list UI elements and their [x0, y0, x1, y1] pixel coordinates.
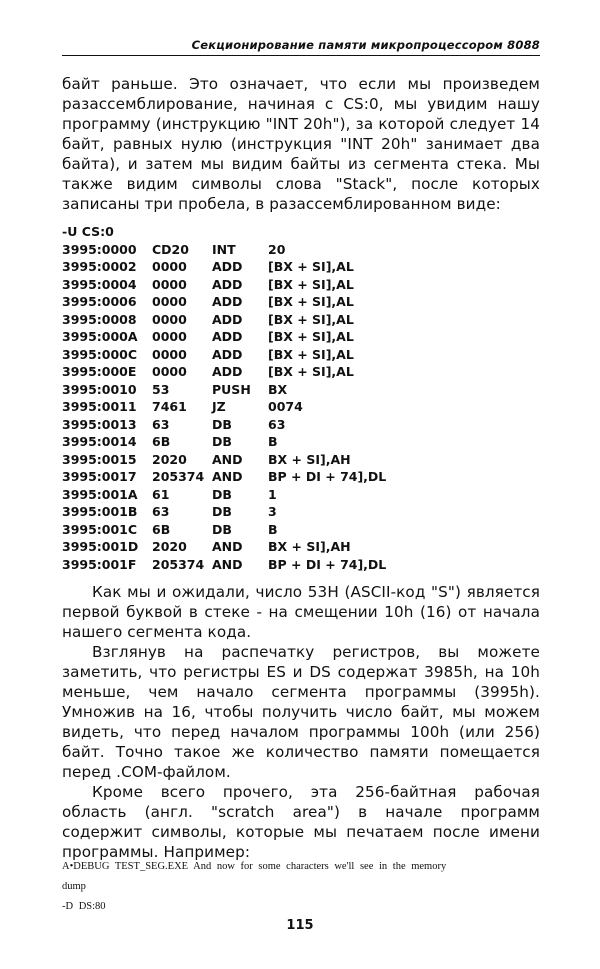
listing-machine-code: 0000 — [152, 294, 187, 309]
debug-command-line-continued: dump — [62, 881, 86, 892]
listing-machine-code: 63 — [152, 504, 170, 519]
listing-mnemonic: AND — [212, 451, 243, 467]
listing-address: 3995:0006 — [62, 294, 137, 309]
listing-operand: B — [268, 434, 278, 449]
listing-row — [62, 276, 540, 294]
explanation-paragraphs — [62, 582, 540, 862]
listing-machine-code: 0000 — [152, 259, 187, 274]
listing-mnemonic: ADD — [212, 346, 243, 362]
listing-address: 3995:0013 — [62, 416, 137, 432]
listing-operand: [BX + SI],AL — [268, 364, 354, 379]
listing-address: 3995:0008 — [62, 311, 137, 327]
listing-mnemonic: DB — [212, 486, 232, 502]
listing-machine-code: 0000 — [152, 364, 187, 379]
listing-row — [62, 486, 540, 504]
listing-mnemonic: ADD — [212, 329, 243, 344]
running-header: Секционирование памяти микропроцессором 8088 — [191, 38, 540, 52]
listing-row — [62, 521, 540, 539]
listing-machine-code: 61 — [152, 486, 170, 502]
paragraph-2: Взглянув на распечатку регистров, вы можете заметить, что регистры ES и DS содержат 3985h, на 10h меньше, чем начало сегмента программы (3995h). Умножив на 16, чтобы получить число байт, мы можем видеть, что перед началом программы 100h (или 256) байт. Точно такое же количество памяти помещается перед .COM-файлом. — [62, 643, 540, 781]
listing-row — [62, 398, 540, 416]
listing-row — [62, 293, 540, 311]
listing-operand: 0074 — [268, 399, 303, 414]
listing-mnemonic: AND — [212, 469, 243, 484]
listing-address: 3995:0004 — [62, 276, 137, 292]
listing-mnemonic: DB — [212, 416, 232, 432]
listing-row — [62, 556, 540, 574]
listing-machine-code: 53 — [152, 381, 170, 397]
page-number: 115 — [286, 918, 314, 933]
listing-machine-code: 6B — [152, 434, 171, 449]
listing-row — [62, 346, 540, 364]
listing-mnemonic: DB — [212, 521, 232, 537]
listing-operand: B — [268, 521, 278, 537]
listing-operand: 20 — [268, 241, 286, 257]
listing-mnemonic: ADD — [212, 311, 243, 327]
listing-address: 3995:001A — [62, 486, 138, 502]
disassembly-listing — [62, 223, 540, 573]
listing-address: 3995:000C — [62, 346, 138, 362]
listing-mnemonic: DB — [212, 434, 232, 449]
listing-mnemonic: ADD — [212, 259, 243, 274]
listing-machine-code: 0000 — [152, 276, 187, 292]
listing-operand: BP + DI + 74],DL — [268, 556, 387, 572]
listing-row — [62, 503, 540, 521]
listing-address: 3995:001F — [62, 556, 137, 572]
header-rule — [62, 55, 540, 56]
listing-machine-code: 7461 — [152, 399, 187, 414]
listing-address: 3995:0017 — [62, 469, 137, 484]
listing-address: 3995:001D — [62, 539, 139, 554]
intro-paragraph — [62, 74, 540, 214]
listing-operand: BX — [268, 381, 288, 397]
listing-operand: [BX + SI],AL — [268, 329, 354, 344]
listing-address: 3995:0014 — [62, 434, 137, 449]
listing-mnemonic: ADD — [212, 276, 243, 292]
listing-address: 3995:000E — [62, 364, 137, 379]
listing-mnemonic: INT — [212, 241, 236, 257]
listing-row — [62, 433, 540, 451]
listing-machine-code: 6B — [152, 521, 171, 537]
listing-machine-code: CD20 — [152, 241, 189, 257]
listing-address: 3995:0011 — [62, 399, 137, 414]
listing-operand: [BX + SI],AL — [268, 311, 354, 327]
listing-machine-code: 2020 — [152, 451, 187, 467]
listing-operand: [BX + SI],AL — [268, 294, 354, 309]
listing-row — [62, 363, 540, 381]
paragraph-text: байт раньше. Это означает, что если мы произведем разассемблирование, начиная с CS:0, мы увидим нашу программу (инструкцию "INT 20h"), за которой следует 14 байт, равных нулю (инструкция "INT 20h" занимает два байта), и затем мы видим байты из сегмента стека. Мы также видим символы слова "Stack", после которых записаны три пробела, в разассемблированном виде: — [62, 75, 540, 213]
listing-address: 3995:0000 — [62, 241, 137, 257]
listing-row — [62, 241, 540, 259]
listing-row — [62, 328, 540, 346]
listing-operand: BX + SI],AH — [268, 539, 351, 554]
listing-mnemonic: DB — [212, 504, 232, 519]
listing-mnemonic: ADD — [212, 294, 243, 309]
dump-command-line: -D DS:80 — [62, 901, 106, 912]
listing-machine-code: 0000 — [152, 346, 187, 362]
listing-operand: BP + DI + 74],DL — [268, 469, 387, 484]
listing-row — [62, 311, 540, 329]
listing-operand: 63 — [268, 416, 286, 432]
listing-machine-code: 205374 — [152, 556, 205, 572]
listing-row — [62, 258, 540, 276]
listing-address: 3995:001C — [62, 521, 138, 537]
listing-operand: 1 — [268, 486, 277, 502]
listing-mnemonic: JZ — [212, 399, 226, 414]
listing-address: 3995:001B — [62, 504, 138, 519]
listing-machine-code: 205374 — [152, 469, 205, 484]
listing-operand: 3 — [268, 504, 277, 519]
debug-command-example — [62, 857, 540, 917]
listing-operand: BX + SI],AH — [268, 451, 351, 467]
listing-address: 3995:0015 — [62, 451, 137, 467]
listing-rows — [62, 241, 540, 574]
listing-command: -U CS:0 — [62, 224, 114, 239]
listing-row — [62, 468, 540, 486]
listing-address: 3995:000A — [62, 329, 138, 344]
listing-mnemonic: AND — [212, 556, 243, 572]
listing-row — [62, 416, 540, 434]
listing-mnemonic: PUSH — [212, 381, 251, 397]
listing-mnemonic: ADD — [212, 364, 243, 379]
listing-machine-code: 0000 — [152, 311, 187, 327]
listing-address: 3995:0002 — [62, 259, 137, 274]
paragraph-1: Как мы и ожидали, число 53H (ASCII-код "S") является первой буквой в стеке - на смещении 10h (16) от начала нашего сегмента кода. — [62, 583, 540, 641]
listing-operand: [BX + SI],AL — [268, 259, 354, 274]
paragraph-3: Кроме всего прочего, эта 256-байтная рабочая область (англ. "scratch area") в начале программ содержит символы, которые мы печатаем после имени программы. Например: — [62, 783, 540, 861]
listing-row — [62, 451, 540, 469]
listing-machine-code: 0000 — [152, 329, 187, 344]
listing-operand: [BX + SI],AL — [268, 346, 354, 362]
listing-machine-code: 2020 — [152, 539, 187, 554]
listing-address: 3995:0010 — [62, 381, 137, 397]
listing-operand: [BX + SI],AL — [268, 276, 354, 292]
debug-command-line: A•DEBUG TEST_SEG.EXE And now for some characters we'll see in the memory — [62, 861, 447, 872]
listing-machine-code: 63 — [152, 416, 170, 432]
listing-row — [62, 381, 540, 399]
listing-row — [62, 538, 540, 556]
listing-mnemonic: AND — [212, 539, 243, 554]
